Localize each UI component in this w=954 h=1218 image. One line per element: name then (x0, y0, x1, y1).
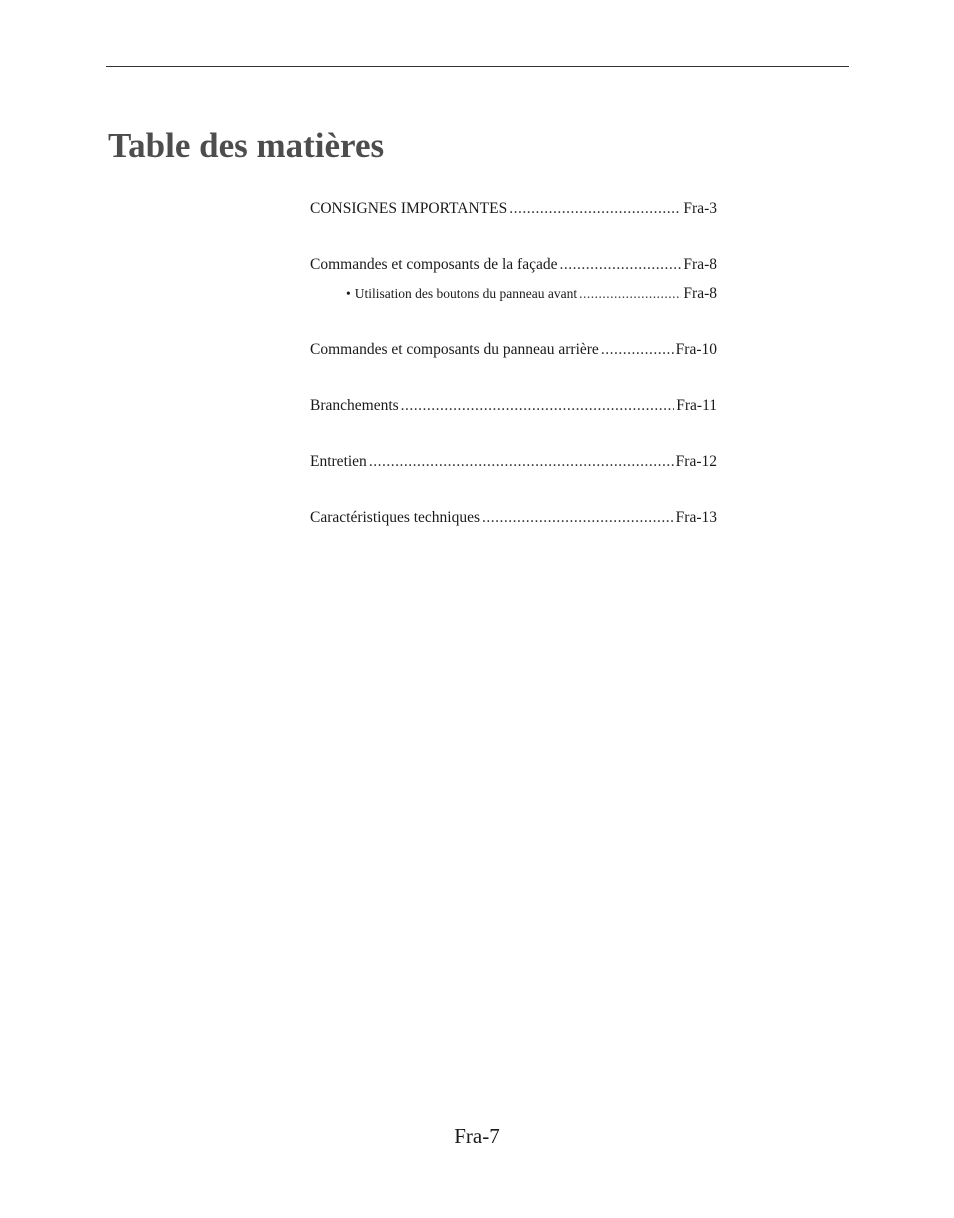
dot-leader (401, 396, 675, 416)
toc-entry-label: Commandes et composants de la façade (310, 256, 558, 273)
toc-entry-page: Fra-8 (683, 256, 717, 273)
toc-entry-page: Fra-11 (676, 397, 717, 414)
dot-leader (509, 199, 681, 219)
dot-leader (560, 255, 682, 275)
toc-entry-page: Fra-13 (675, 509, 717, 526)
toc-subentry-text: Utilisation des boutons du panneau avant (354, 286, 578, 301)
dot-leader (601, 340, 674, 360)
toc-entry-label: Caractéristiques techniques (310, 509, 481, 526)
toc-entry-label (346, 284, 577, 304)
toc-entry-label: Branchements (310, 397, 399, 414)
toc-entry-label: Entretien (310, 453, 367, 470)
toc-entry-entretien[interactable] (310, 452, 717, 472)
toc-entry-page: Fra-12 (675, 453, 717, 470)
dot-leader (579, 284, 681, 304)
page-number: Fra-7 (454, 1124, 500, 1148)
bullet-icon: • (346, 286, 351, 301)
toc-entry-label: Commandes et composants du panneau arrière (310, 341, 599, 358)
toc-entry-label: CONSIGNES IMPORTANTES (310, 200, 508, 217)
toc-entry-page: Fra-3 (683, 200, 717, 217)
toc-entry-caracteristiques[interactable] (310, 508, 717, 528)
toc-entry-page: Fra-8 (683, 285, 717, 302)
page-title: Table des matières (108, 126, 385, 165)
dot-leader (369, 452, 674, 472)
toc-entry-facade[interactable] (310, 255, 717, 275)
toc-subentry-boutons[interactable] (346, 284, 717, 304)
toc-entry-panneau-arriere[interactable] (310, 340, 717, 360)
toc-entry-branchements[interactable] (310, 396, 717, 416)
dot-leader (482, 508, 674, 528)
toc-entry-consignes[interactable] (310, 199, 717, 219)
toc-entry-page: Fra-10 (675, 341, 717, 358)
table-of-contents (310, 0, 717, 600)
